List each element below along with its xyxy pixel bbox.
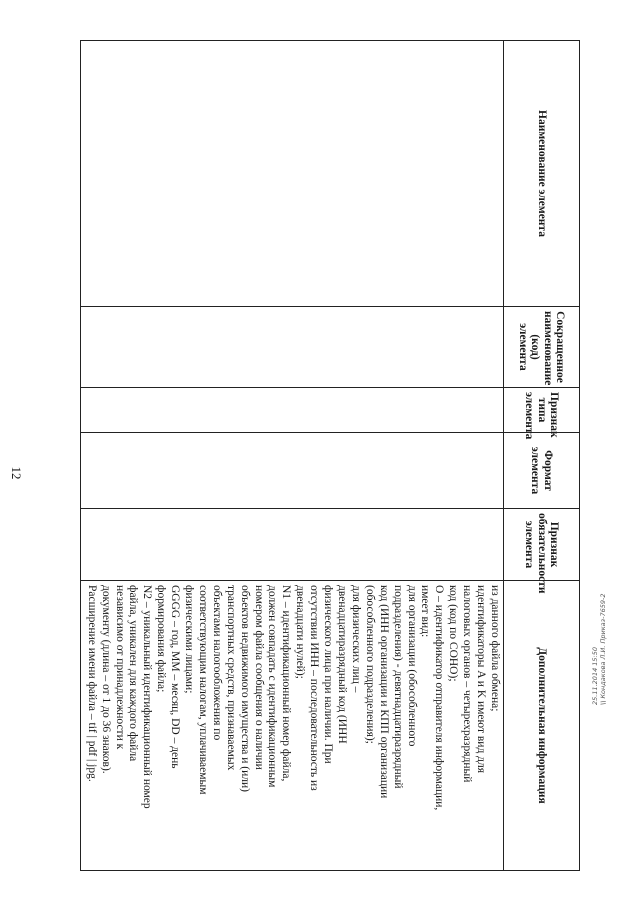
header-element-code: Сокращенное наименование (код) элемента [504,307,580,388]
info-line: из данного файла обмена; [489,585,501,712]
info-line: объектов недвижимого имущества и (или) [238,585,251,793]
cell-element-format [81,433,504,509]
cell-element-code [81,307,504,388]
info-line: N2 – уникальный идентификационный номер [141,585,154,809]
info-line: O – идентификатор отправителя информации, [433,585,446,811]
info-line: соответствующим налогам, уплачиваемым [196,585,209,795]
header-element-name: Наименование элемента [504,41,580,307]
info-line: код (ИНН организации и КПП организации [377,585,390,799]
info-line: налоговых органов – четырехразрядный [461,585,474,783]
cell-element-type [81,388,504,433]
info-line: объектами налогообложения по [210,585,223,741]
info-line: (обособленного подразделения); [363,585,376,744]
info-line: двенадцатиразрядный код (ИНН [336,585,349,744]
table-header-row [504,41,580,871]
info-line: N1 – идентификационный номер файла, [280,585,293,782]
signature-stamp [591,555,607,705]
info-line: физическими лицами; [183,585,196,694]
info-line: файла, уникален для каждого файла [127,585,140,762]
info-line: подразделения) - девятнадцатиразрядный [391,585,404,789]
info-line: код (код по СОНО); [447,585,460,682]
stamp-author: \\ Кондакова Л.И. Приказ-7659-2 [599,593,607,705]
info-line: физического лица при наличии. При [322,585,335,764]
info-line: Расширение имени файла – tif | pdf | jpg. [85,585,98,782]
info-line: для организации (обособленного [405,585,418,747]
info-line: имеет вид: [419,585,432,638]
element-description-table [80,40,580,871]
info-line: двенадцати нулей); [294,585,307,679]
info-line: транспортных средств, признаваемых [224,585,237,771]
header-element-type: Признак типа элемента [504,388,580,433]
stamp-date: 25.11.2014 15:50 [591,646,599,705]
table-row [81,41,504,871]
header-element-required: Признак обязательности элемента [504,509,580,581]
header-additional-info: Дополнительная информация [504,581,580,871]
info-line: отсутствии ИНН – последовательность из [308,585,321,791]
page-number: 12 [9,466,24,480]
info-line: формирования файла; [155,585,168,693]
header-element-format: Формат элемента [504,433,580,509]
info-line: для физических лиц – [349,585,362,693]
cell-element-name [81,41,504,307]
cell-element-required [81,509,504,581]
cell-additional-info [81,581,504,871]
info-line: номером файла сообщения о наличии [252,585,265,770]
info-line: GGGG – год, MM – месяц, DD – день [169,585,182,769]
info-line: должен совпадать с идентификационным [266,585,279,788]
rotated-table-container [80,40,580,870]
info-line: независимо от принадлежности к [113,585,126,750]
info-line: идентификаторы A и K имеют вид для [475,585,488,774]
info-line: документу (длина – от 1 до 36 знаков). [99,585,112,774]
